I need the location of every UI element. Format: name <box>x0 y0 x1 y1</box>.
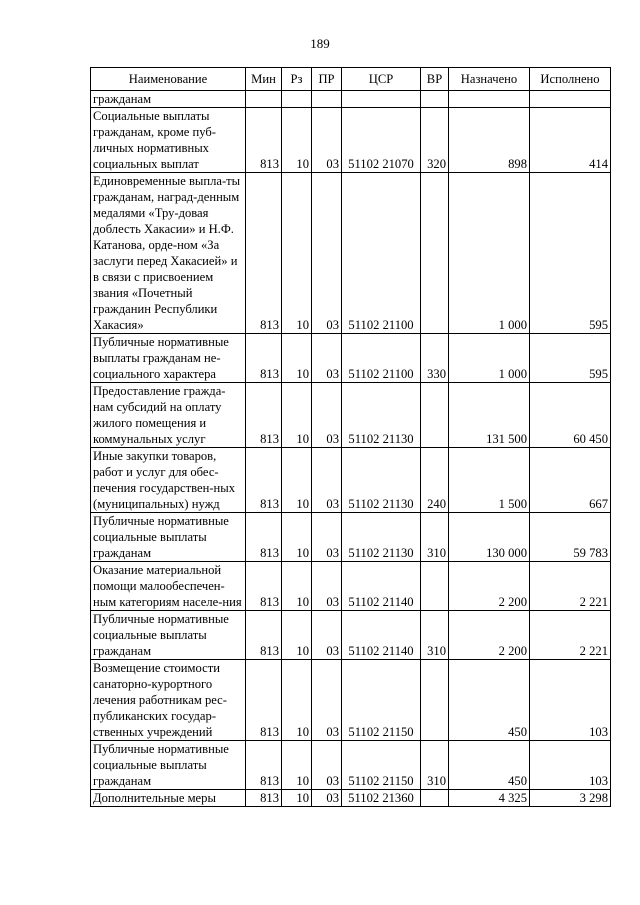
cell-csr: 51102 21070 <box>342 108 421 173</box>
cell-vr <box>421 790 449 807</box>
cell-executed: 3 298 <box>530 790 611 807</box>
cell-min: 813 <box>246 173 282 334</box>
cell-pr: 03 <box>312 790 342 807</box>
cell-name: Публичные нормативные социальные выплаты гражданам <box>91 741 246 790</box>
cell-assigned: 4 325 <box>449 790 530 807</box>
cell-vr <box>421 91 449 108</box>
header-min: Мин <box>246 68 282 91</box>
cell-name: Социальные выплаты гражданам, кроме пуб-личных нормативных социальных выплат <box>91 108 246 173</box>
cell-assigned: 1 000 <box>449 173 530 334</box>
table-row <box>91 108 611 173</box>
cell-csr: 51102 21130 <box>342 513 421 562</box>
cell-pr: 03 <box>312 173 342 334</box>
cell-vr: 330 <box>421 334 449 383</box>
table-row <box>91 448 611 513</box>
cell-pr: 03 <box>312 611 342 660</box>
cell-name: Предоставление гражда-нам субсидий на оплату жилого помещения и коммунальных услуг <box>91 383 246 448</box>
cell-rz <box>282 91 312 108</box>
header-executed: Исполнено <box>530 68 611 91</box>
cell-min <box>246 91 282 108</box>
table-row <box>91 562 611 611</box>
cell-assigned: 130 000 <box>449 513 530 562</box>
cell-rz: 10 <box>282 741 312 790</box>
cell-min: 813 <box>246 108 282 173</box>
cell-executed: 103 <box>530 741 611 790</box>
cell-vr: 310 <box>421 513 449 562</box>
header-pr: ПР <box>312 68 342 91</box>
cell-rz: 10 <box>282 790 312 807</box>
cell-csr: 51102 21130 <box>342 448 421 513</box>
header-rz: Рз <box>282 68 312 91</box>
cell-pr <box>312 91 342 108</box>
table-row <box>91 173 611 334</box>
cell-vr: 320 <box>421 108 449 173</box>
page-number: 189 <box>310 36 330 51</box>
cell-csr: 51102 21130 <box>342 383 421 448</box>
cell-min: 813 <box>246 448 282 513</box>
cell-rz: 10 <box>282 562 312 611</box>
cell-csr <box>342 91 421 108</box>
cell-csr: 51102 21150 <box>342 741 421 790</box>
cell-csr: 51102 21140 <box>342 611 421 660</box>
cell-csr: 51102 21360 <box>342 790 421 807</box>
cell-name: Публичные нормативные социальные выплаты гражданам <box>91 513 246 562</box>
cell-vr: 240 <box>421 448 449 513</box>
cell-name: Иные закупки товаров, работ и услуг для обес-печения государствен-ных (муниципальных) нужд <box>91 448 246 513</box>
cell-name: Дополнительные меры <box>91 790 246 807</box>
cell-assigned: 1 500 <box>449 448 530 513</box>
header-assigned: Назначено <box>449 68 530 91</box>
cell-executed: 667 <box>530 448 611 513</box>
table-row <box>91 660 611 741</box>
cell-name: Оказание материальной помощи малообеспечен-ным категориям населе-ния <box>91 562 246 611</box>
cell-vr: 310 <box>421 741 449 790</box>
cell-name: Единовременные выпла-ты гражданам, наград-денным медалями «Тру-довая доблесть Хакасии» и Н.Ф. Катанова, орде-ном «За заслуги перед Хакасией» и в связи с присвоением звания «Почетный гражданин Республики Хакасия» <box>91 173 246 334</box>
cell-assigned: 2 200 <box>449 611 530 660</box>
cell-rz: 10 <box>282 513 312 562</box>
cell-name: Публичные нормативные выплаты гражданам не-социального характера <box>91 334 246 383</box>
table-header-row <box>91 68 611 91</box>
cell-pr: 03 <box>312 513 342 562</box>
cell-min: 813 <box>246 383 282 448</box>
cell-pr: 03 <box>312 334 342 383</box>
table-row <box>91 611 611 660</box>
cell-rz: 10 <box>282 660 312 741</box>
cell-executed: 595 <box>530 173 611 334</box>
cell-min: 813 <box>246 660 282 741</box>
cell-pr: 03 <box>312 108 342 173</box>
header-csr: ЦСР <box>342 68 421 91</box>
cell-min: 813 <box>246 611 282 660</box>
cell-assigned: 450 <box>449 660 530 741</box>
cell-rz: 10 <box>282 334 312 383</box>
cell-executed: 59 783 <box>530 513 611 562</box>
cell-vr <box>421 562 449 611</box>
table-row <box>91 513 611 562</box>
cell-rz: 10 <box>282 173 312 334</box>
cell-assigned: 2 200 <box>449 562 530 611</box>
cell-executed: 103 <box>530 660 611 741</box>
cell-csr: 51102 21100 <box>342 334 421 383</box>
cell-vr <box>421 383 449 448</box>
cell-assigned: 898 <box>449 108 530 173</box>
cell-pr: 03 <box>312 383 342 448</box>
cell-csr: 51102 21150 <box>342 660 421 741</box>
cell-executed: 414 <box>530 108 611 173</box>
cell-name: Возмещение стоимости санаторно-курортного лечения работникам рес-публиканских государ-ственных учреждений <box>91 660 246 741</box>
cell-vr <box>421 660 449 741</box>
cell-pr: 03 <box>312 448 342 513</box>
cell-assigned: 450 <box>449 741 530 790</box>
header-vr: ВР <box>421 68 449 91</box>
cell-executed <box>530 91 611 108</box>
cell-assigned: 1 000 <box>449 334 530 383</box>
cell-pr: 03 <box>312 562 342 611</box>
cell-pr: 03 <box>312 741 342 790</box>
cell-min: 813 <box>246 562 282 611</box>
table-row <box>91 383 611 448</box>
budget-table <box>90 67 611 807</box>
table-row <box>91 790 611 807</box>
table-row <box>91 334 611 383</box>
cell-csr: 51102 21140 <box>342 562 421 611</box>
cell-rz: 10 <box>282 611 312 660</box>
cell-executed: 595 <box>530 334 611 383</box>
cell-csr: 51102 21100 <box>342 173 421 334</box>
cell-name: Публичные нормативные социальные выплаты гражданам <box>91 611 246 660</box>
cell-executed: 60 450 <box>530 383 611 448</box>
cell-executed: 2 221 <box>530 611 611 660</box>
cell-executed: 2 221 <box>530 562 611 611</box>
cell-name: гражданам <box>91 91 246 108</box>
cell-rz: 10 <box>282 108 312 173</box>
table-row <box>91 741 611 790</box>
cell-vr <box>421 173 449 334</box>
cell-assigned: 131 500 <box>449 383 530 448</box>
cell-min: 813 <box>246 741 282 790</box>
cell-min: 813 <box>246 790 282 807</box>
cell-min: 813 <box>246 334 282 383</box>
cell-vr: 310 <box>421 611 449 660</box>
table-row <box>91 91 611 108</box>
cell-pr: 03 <box>312 660 342 741</box>
cell-min: 813 <box>246 513 282 562</box>
cell-assigned <box>449 91 530 108</box>
header-name: Наименование <box>91 68 246 91</box>
cell-rz: 10 <box>282 448 312 513</box>
cell-rz: 10 <box>282 383 312 448</box>
